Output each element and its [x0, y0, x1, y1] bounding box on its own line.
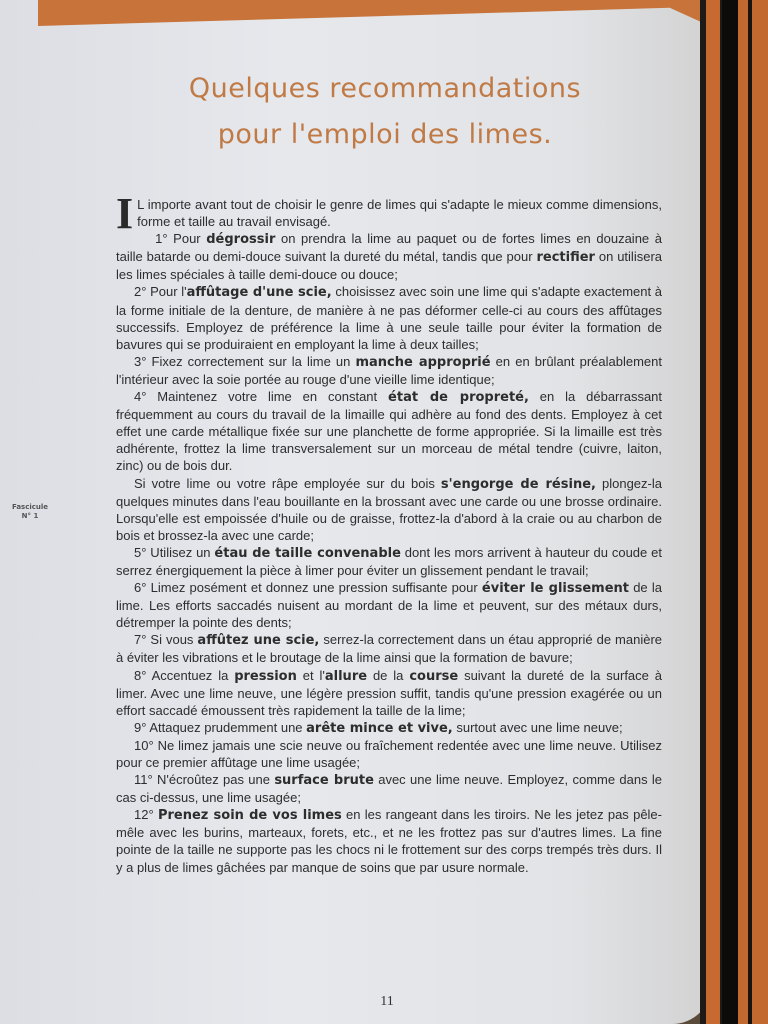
book-cover — [738, 0, 768, 1024]
paragraph-5: 4° Maintenez votre lime en constant état de propreté, en la débarrassant fréquemment au cours du travail de la limaille qui adhère au fond des dents. Employez à cet effet une carde métallique fixée sur une planchette de forme appropriée. Si la limaille est très adhérente, frottez la lime transversalement sur un morceau de métal tendre (cuivre, laiton, zinc) ou de bois dur. — [116, 389, 663, 474]
page-number: 11 — [380, 994, 394, 1009]
page-title — [150, 66, 620, 158]
paragraph-2: 1° Pour dégrossir on prendra la lime au paquet ou de fortes limes en douzaine à taille batarde ou demi-douce suivant la dureté du métal, tandis que pour rectifier on utilisera les limes spéciales à taille demi-douce ou douce; — [116, 231, 662, 283]
paragraph-11: 9° Attaquez prudemment une arête mince et vive, surtout avec une lime neuve; — [134, 719, 623, 736]
paragraph-1: I L importe avant tout de choisir le genre de limes qui s'adapte le mieux comme dimensions, forme et taille au travail envisagé. — [116, 189, 662, 238]
title-line-2: pour l'emploi des limes. — [217, 119, 553, 150]
paragraph-4: 3° Fixez correctement sur la lime un manche approprié en en brûlant préalablement l'intérieur avec la soie portée au rouge d'une vieille lime identique; — [116, 353, 662, 387]
paragraph-10: 8° Accentuez la pression et l'allure de la course suivant la dureté de la surface à limer. Avec une lime neuve, une légère pression suffit, tandis qu'une pression exagérée ou un effort saccadé émoussent très rapidement la taille de la lime; — [116, 667, 663, 718]
drop-cap: I — [116, 189, 134, 238]
margin-note-line-2: N° 1 — [21, 512, 39, 520]
paragraph-3: 2° Pour l'affûtage d'une scie, choisissez avec soin une lime qui s'adapte exactement à la forme initiale de la denture, de manière à ne pas déformer celle-ci au cours des affûtages successifs. Employez de préférence la lime à une seule taille pour éviter la formation de bavures qui se produiraient en employant la lime à deux tailles; — [116, 284, 662, 352]
cover-edge-orange — [706, 0, 720, 1024]
paragraph-14: 12° Prenez soin de vos limes en les rangeant dans les tiroirs. Ne les jetez pas pêle-mêle avec les burins, marteaux, forets, etc., et ne les frottez pas sur d'autres limes. La fine pointe de la taille ne supporte pas les chocs ni le frottement sur des corps trempés très durs. Il y a plus de limes gâchées par manque de soins que par usure normale. — [116, 807, 662, 875]
body-text — [116, 189, 663, 876]
margin-note-line-1: Fascicule — [11, 503, 49, 511]
paragraph-8: 6° Limez posément et donnez une pression suffisante pour éviter le glissement de la lime. Les efforts saccadés nuisent au mordant de la lime et peuvent, sur des métaux durs, détremper la pointe des dents; — [116, 580, 662, 631]
paragraph-12: 10° Ne limez jamais une scie neuve ou fraîchement redentée avec une lime neuve. Utilisez pour ce premier affûtage une lime usagée; — [116, 737, 662, 770]
paragraph-7: 5° Utilisez un étau de taille convenable dont les mors arrivent à hauteur du coude et serrez énergiquement la pièce à limer pour éviter un glissement pendant le travail; — [116, 544, 662, 578]
margin-note — [8, 503, 52, 521]
paragraph-6: Si votre lime ou votre râpe employée sur du bois s'engorge de résine, plongez-la quelques minutes dans l'eau bouillante en la brossant avec une carde ou une brosse ordinaire. Lorsqu'elle est empoissée d'huile ou de graisse, frottez-la d'abord à la craie ou au charbon de bois et brossez-la avec une carde; — [116, 475, 662, 543]
paragraph-9: 7° Si vous affûtez une scie, serrez-la correctement dans un étau approprié de manière à éviter les vibrations et le broutage de la lime ainsi que la formation de bavure; — [116, 632, 662, 666]
cover-edge-dark — [722, 0, 738, 1024]
title-line-1: Quelques recommandations — [188, 73, 582, 104]
cover-line — [748, 0, 752, 1024]
paragraph-13: 11° N'écroûtez pas une surface brute avec une lime neuve. Employez, comme dans le cas ci-dessus, une lime usagée; — [116, 772, 663, 806]
